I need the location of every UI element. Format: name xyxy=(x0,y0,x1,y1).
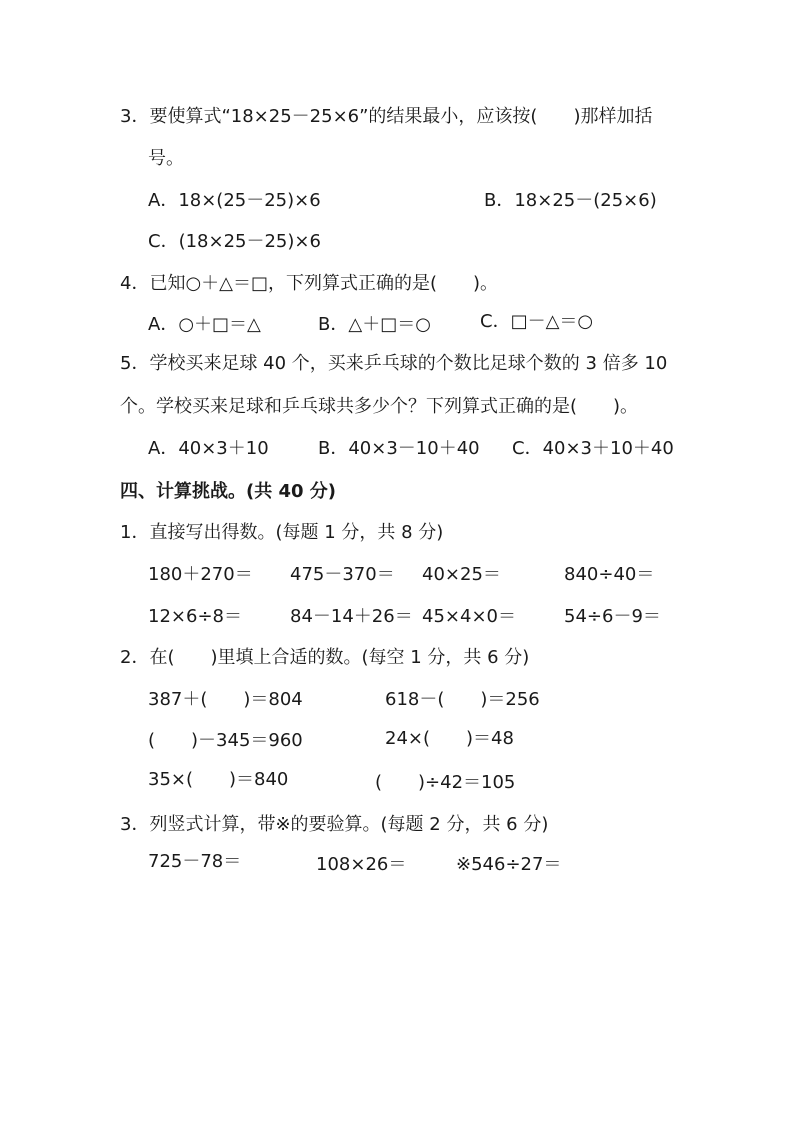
q4-option-b: B．△＋□＝○ xyxy=(318,314,431,335)
s4q1-item-6: 84－14＋26＝ xyxy=(290,606,413,627)
q4-option-c: C．□－△＝○ xyxy=(480,311,594,332)
s4q1-item-3: 40×25＝ xyxy=(422,564,501,585)
s4q1-stem: 1．直接写出得数。(每题 1 分，共 8 分) xyxy=(120,522,444,543)
s4q1-item-4: 840÷40＝ xyxy=(564,564,655,585)
q4-option-a: A．○＋□＝△ xyxy=(148,314,261,335)
s4q2-item-1: 387＋( )＝804 xyxy=(148,689,303,710)
s4q3-item-3: ※546÷27＝ xyxy=(456,854,562,875)
s4q1-item-7: 45×4×0＝ xyxy=(422,606,516,627)
q3-option-a: A．18×(25－25)×6 xyxy=(148,190,321,211)
s4q2-item-4: 24×( )＝48 xyxy=(385,728,514,749)
q5-option-a: A．40×3＋10 xyxy=(148,438,269,459)
s4q2-item-2: 618－( )＝256 xyxy=(385,689,540,710)
s4q2-stem: 2．在( )里填上合适的数。(每空 1 分，共 6 分) xyxy=(120,647,530,668)
section-title: 四、计算挑战。(共 40 分) xyxy=(120,481,337,502)
s4q2-item-3: ( )－345＝960 xyxy=(148,730,303,751)
s4q1-item-2: 475－370＝ xyxy=(290,564,395,585)
q5-stem-line1: 5．学校买来足球 40 个，买来乒乓球的个数比足球个数的 3 倍多 10 xyxy=(120,353,668,374)
q5-option-c: C．40×3＋10＋40 xyxy=(512,438,674,459)
q5-option-b: B．40×3－10＋40 xyxy=(318,438,480,459)
s4q3-stem: 3．列竖式计算，带※的要验算。(每题 2 分，共 6 分) xyxy=(120,814,549,835)
s4q1-item-8: 54÷6－9＝ xyxy=(564,606,661,627)
s4q2-item-6: ( )÷42＝105 xyxy=(375,772,516,793)
q3-option-c: C．(18×25－25)×6 xyxy=(148,231,321,252)
q3-stem-line1: 3．要使算式“18×25－25×6”的结果最小，应该按( )那样加括 xyxy=(120,106,653,127)
q3-option-b: B．18×25－(25×6) xyxy=(484,190,657,211)
q5-stem-line2: 个。学校买来足球和乒乓球共多少个？下列算式正确的是( )。 xyxy=(120,396,639,417)
s4q1-item-5: 12×6÷8＝ xyxy=(148,606,242,627)
q3-stem-line2: 号。 xyxy=(148,148,184,169)
s4q1-item-1: 180＋270＝ xyxy=(148,564,253,585)
s4q3-item-2: 108×26＝ xyxy=(316,854,407,875)
s4q3-item-1: 725－78＝ xyxy=(148,851,242,872)
s4q2-item-5: 35×( )＝840 xyxy=(148,769,289,790)
q4-stem: 4．已知○＋△＝□，下列算式正确的是( )。 xyxy=(120,273,499,294)
